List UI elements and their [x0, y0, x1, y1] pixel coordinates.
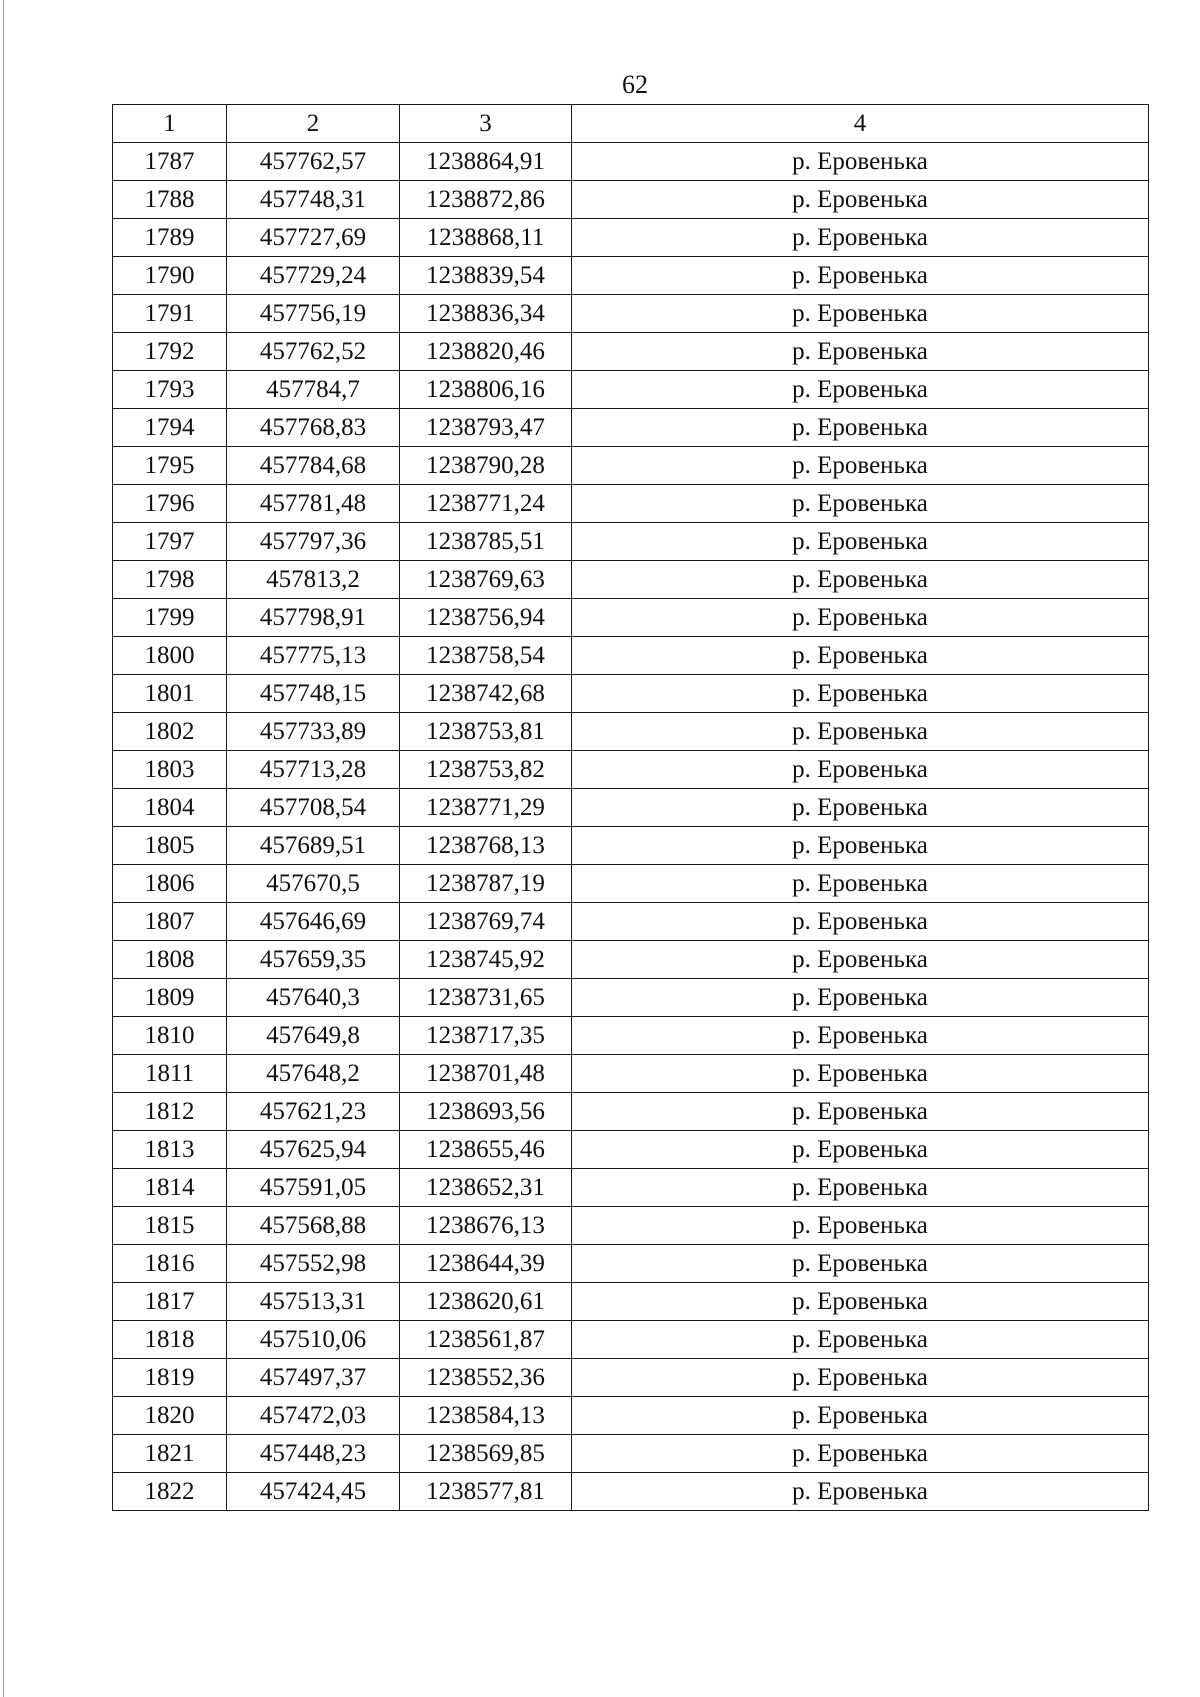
y-coordinate-cell: 1238768,13 [400, 827, 572, 865]
point-number-cell: 1822 [113, 1473, 227, 1511]
x-coordinate-cell: 457497,37 [227, 1359, 400, 1397]
y-coordinate-cell: 1238577,81 [400, 1473, 572, 1511]
table-row [113, 1283, 1149, 1321]
point-number-cell: 1807 [113, 903, 227, 941]
x-coordinate-cell: 457781,48 [227, 485, 400, 523]
x-coordinate-cell: 457729,24 [227, 257, 400, 295]
table-body [113, 143, 1149, 1511]
table-header [113, 105, 1149, 143]
table-row [113, 1397, 1149, 1435]
table-row [113, 181, 1149, 219]
x-coordinate-cell: 457748,15 [227, 675, 400, 713]
point-number-cell: 1795 [113, 447, 227, 485]
x-coordinate-cell: 457648,2 [227, 1055, 400, 1093]
y-coordinate-cell: 1238836,34 [400, 295, 572, 333]
table-row [113, 637, 1149, 675]
x-coordinate-cell: 457646,69 [227, 903, 400, 941]
point-number-cell: 1800 [113, 637, 227, 675]
table-row [113, 675, 1149, 713]
x-coordinate-cell: 457552,98 [227, 1245, 400, 1283]
y-coordinate-cell: 1238769,63 [400, 561, 572, 599]
y-coordinate-cell: 1238693,56 [400, 1093, 572, 1131]
y-coordinate-cell: 1238820,46 [400, 333, 572, 371]
point-number-cell: 1805 [113, 827, 227, 865]
description-cell: р. Еровенька [572, 1207, 1149, 1245]
column-header: 2 [227, 105, 400, 143]
y-coordinate-cell: 1238758,54 [400, 637, 572, 675]
table-row [113, 295, 1149, 333]
table-row [113, 1017, 1149, 1055]
description-cell: р. Еровенька [572, 295, 1149, 333]
x-coordinate-cell: 457768,83 [227, 409, 400, 447]
description-cell: р. Еровенька [572, 371, 1149, 409]
x-coordinate-cell: 457733,89 [227, 713, 400, 751]
y-coordinate-cell: 1238868,11 [400, 219, 572, 257]
y-coordinate-cell: 1238785,51 [400, 523, 572, 561]
x-coordinate-cell: 457689,51 [227, 827, 400, 865]
page-number: 62 [622, 70, 648, 99]
y-coordinate-cell: 1238753,82 [400, 751, 572, 789]
y-coordinate-cell: 1238561,87 [400, 1321, 572, 1359]
y-coordinate-cell: 1238745,92 [400, 941, 572, 979]
x-coordinate-cell: 457813,2 [227, 561, 400, 599]
y-coordinate-cell: 1238753,81 [400, 713, 572, 751]
point-number-cell: 1818 [113, 1321, 227, 1359]
table-row [113, 865, 1149, 903]
description-cell: р. Еровенька [572, 409, 1149, 447]
description-cell: р. Еровенька [572, 979, 1149, 1017]
x-coordinate-cell: 457659,35 [227, 941, 400, 979]
y-coordinate-cell: 1238742,68 [400, 675, 572, 713]
point-number-cell: 1811 [113, 1055, 227, 1093]
point-number-cell: 1799 [113, 599, 227, 637]
y-coordinate-cell: 1238620,61 [400, 1283, 572, 1321]
point-number-cell: 1788 [113, 181, 227, 219]
y-coordinate-cell: 1238806,16 [400, 371, 572, 409]
table-row [113, 523, 1149, 561]
table-row [113, 257, 1149, 295]
point-number-cell: 1820 [113, 1397, 227, 1435]
point-number-cell: 1789 [113, 219, 227, 257]
point-number-cell: 1821 [113, 1435, 227, 1473]
x-coordinate-cell: 457748,31 [227, 181, 400, 219]
column-header: 3 [400, 105, 572, 143]
point-number-cell: 1809 [113, 979, 227, 1017]
table-row [113, 903, 1149, 941]
description-cell: р. Еровенька [572, 1169, 1149, 1207]
description-cell: р. Еровенька [572, 1131, 1149, 1169]
x-coordinate-cell: 457775,13 [227, 637, 400, 675]
description-cell: р. Еровенька [572, 1017, 1149, 1055]
description-cell: р. Еровенька [572, 1283, 1149, 1321]
y-coordinate-cell: 1238717,35 [400, 1017, 572, 1055]
y-coordinate-cell: 1238676,13 [400, 1207, 572, 1245]
x-coordinate-cell: 457756,19 [227, 295, 400, 333]
point-number-cell: 1790 [113, 257, 227, 295]
point-number-cell: 1787 [113, 143, 227, 181]
table-row [113, 1055, 1149, 1093]
description-cell: р. Еровенька [572, 333, 1149, 371]
description-cell: р. Еровенька [572, 447, 1149, 485]
description-cell: р. Еровенька [572, 523, 1149, 561]
table-row [113, 1473, 1149, 1511]
table-row [113, 1131, 1149, 1169]
binding-edge-line [3, 0, 4, 1697]
table-row [113, 1169, 1149, 1207]
description-cell: р. Еровенька [572, 675, 1149, 713]
table-row [113, 1093, 1149, 1131]
y-coordinate-cell: 1238787,19 [400, 865, 572, 903]
table-row [113, 713, 1149, 751]
description-cell: р. Еровенька [572, 219, 1149, 257]
y-coordinate-cell: 1238652,31 [400, 1169, 572, 1207]
x-coordinate-cell: 457510,06 [227, 1321, 400, 1359]
y-coordinate-cell: 1238769,74 [400, 903, 572, 941]
description-cell: р. Еровенька [572, 561, 1149, 599]
y-coordinate-cell: 1238731,65 [400, 979, 572, 1017]
table-row [113, 599, 1149, 637]
x-coordinate-cell: 457448,23 [227, 1435, 400, 1473]
x-coordinate-cell: 457798,91 [227, 599, 400, 637]
y-coordinate-cell: 1238864,91 [400, 143, 572, 181]
description-cell: р. Еровенька [572, 789, 1149, 827]
x-coordinate-cell: 457591,05 [227, 1169, 400, 1207]
table-row [113, 219, 1149, 257]
y-coordinate-cell: 1238790,28 [400, 447, 572, 485]
y-coordinate-cell: 1238839,54 [400, 257, 572, 295]
x-coordinate-cell: 457621,23 [227, 1093, 400, 1131]
column-header: 1 [113, 105, 227, 143]
point-number-cell: 1815 [113, 1207, 227, 1245]
point-number-cell: 1813 [113, 1131, 227, 1169]
point-number-cell: 1812 [113, 1093, 227, 1131]
description-cell: р. Еровенька [572, 865, 1149, 903]
description-cell: р. Еровенька [572, 599, 1149, 637]
point-number-cell: 1804 [113, 789, 227, 827]
point-number-cell: 1794 [113, 409, 227, 447]
point-number-cell: 1798 [113, 561, 227, 599]
y-coordinate-cell: 1238872,86 [400, 181, 572, 219]
description-cell: р. Еровенька [572, 827, 1149, 865]
point-number-cell: 1797 [113, 523, 227, 561]
point-number-cell: 1793 [113, 371, 227, 409]
description-cell: р. Еровенька [572, 181, 1149, 219]
description-cell: р. Еровенька [572, 941, 1149, 979]
table-row [113, 143, 1149, 181]
description-cell: р. Еровенька [572, 143, 1149, 181]
table-row [113, 1435, 1149, 1473]
table-row [113, 751, 1149, 789]
table-row [113, 1359, 1149, 1397]
point-number-cell: 1796 [113, 485, 227, 523]
description-cell: р. Еровенька [572, 1245, 1149, 1283]
description-cell: р. Еровенька [572, 713, 1149, 751]
y-coordinate-cell: 1238584,13 [400, 1397, 572, 1435]
y-coordinate-cell: 1238793,47 [400, 409, 572, 447]
x-coordinate-cell: 457784,68 [227, 447, 400, 485]
y-coordinate-cell: 1238701,48 [400, 1055, 572, 1093]
column-header: 4 [572, 105, 1149, 143]
description-cell: р. Еровенька [572, 1435, 1149, 1473]
point-number-cell: 1819 [113, 1359, 227, 1397]
x-coordinate-cell: 457713,28 [227, 751, 400, 789]
point-number-cell: 1808 [113, 941, 227, 979]
description-cell: р. Еровенька [572, 1321, 1149, 1359]
table-row [113, 371, 1149, 409]
y-coordinate-cell: 1238771,24 [400, 485, 572, 523]
x-coordinate-cell: 457472,03 [227, 1397, 400, 1435]
x-coordinate-cell: 457762,52 [227, 333, 400, 371]
description-cell: р. Еровенька [572, 637, 1149, 675]
x-coordinate-cell: 457568,88 [227, 1207, 400, 1245]
point-number-cell: 1792 [113, 333, 227, 371]
x-coordinate-cell: 457424,45 [227, 1473, 400, 1511]
description-cell: р. Еровенька [572, 1093, 1149, 1131]
table-row [113, 333, 1149, 371]
table-row [113, 979, 1149, 1017]
point-number-cell: 1801 [113, 675, 227, 713]
point-number-cell: 1817 [113, 1283, 227, 1321]
y-coordinate-cell: 1238655,46 [400, 1131, 572, 1169]
x-coordinate-cell: 457784,7 [227, 371, 400, 409]
point-number-cell: 1803 [113, 751, 227, 789]
coordinates-table [112, 104, 1149, 1511]
y-coordinate-cell: 1238644,39 [400, 1245, 572, 1283]
y-coordinate-cell: 1238569,85 [400, 1435, 572, 1473]
description-cell: р. Еровенька [572, 485, 1149, 523]
description-cell: р. Еровенька [572, 1397, 1149, 1435]
x-coordinate-cell: 457762,57 [227, 143, 400, 181]
table-row [113, 789, 1149, 827]
x-coordinate-cell: 457797,36 [227, 523, 400, 561]
description-cell: р. Еровенька [572, 751, 1149, 789]
description-cell: р. Еровенька [572, 1055, 1149, 1093]
x-coordinate-cell: 457513,31 [227, 1283, 400, 1321]
x-coordinate-cell: 457708,54 [227, 789, 400, 827]
table-row [113, 485, 1149, 523]
x-coordinate-cell: 457727,69 [227, 219, 400, 257]
x-coordinate-cell: 457649,8 [227, 1017, 400, 1055]
x-coordinate-cell: 457670,5 [227, 865, 400, 903]
y-coordinate-cell: 1238552,36 [400, 1359, 572, 1397]
table-row [113, 409, 1149, 447]
x-coordinate-cell: 457625,94 [227, 1131, 400, 1169]
y-coordinate-cell: 1238756,94 [400, 599, 572, 637]
point-number-cell: 1806 [113, 865, 227, 903]
point-number-cell: 1810 [113, 1017, 227, 1055]
description-cell: р. Еровенька [572, 257, 1149, 295]
description-cell: р. Еровенька [572, 1473, 1149, 1511]
table-row [113, 1207, 1149, 1245]
table-row [113, 1245, 1149, 1283]
point-number-cell: 1816 [113, 1245, 227, 1283]
header-row [113, 105, 1149, 143]
x-coordinate-cell: 457640,3 [227, 979, 400, 1017]
table-row [113, 447, 1149, 485]
description-cell: р. Еровенька [572, 1359, 1149, 1397]
point-number-cell: 1791 [113, 295, 227, 333]
point-number-cell: 1802 [113, 713, 227, 751]
point-number-cell: 1814 [113, 1169, 227, 1207]
table-row [113, 941, 1149, 979]
table-row [113, 561, 1149, 599]
table-row [113, 827, 1149, 865]
y-coordinate-cell: 1238771,29 [400, 789, 572, 827]
table-row [113, 1321, 1149, 1359]
description-cell: р. Еровенька [572, 903, 1149, 941]
